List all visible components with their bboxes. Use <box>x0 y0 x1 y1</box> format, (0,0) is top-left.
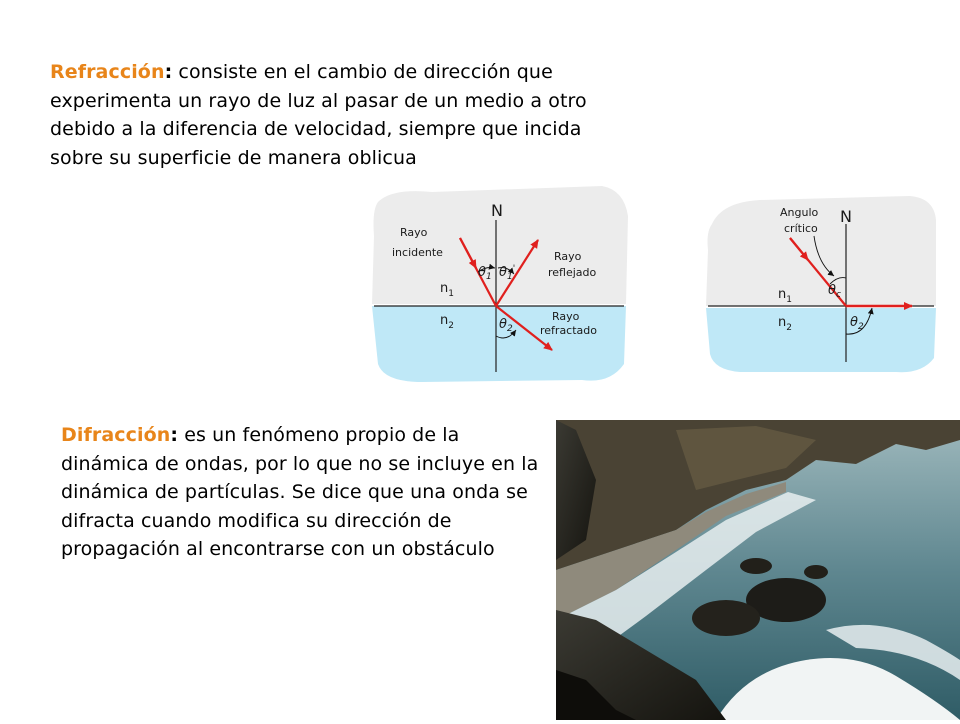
refraccion-paragraph <box>50 58 590 172</box>
theta1-label: $\theta_1$ <box>478 265 492 282</box>
paper-background <box>706 196 936 306</box>
difraccion-text: es un fenómeno propio de la dinámica de ondas, por lo que no se incluye en la dinámica de partículas. Se dice que una onda se difracta cuando modifica su dirección de propagación al encontrarse con un obstáculo <box>61 424 539 561</box>
refracted-label-line1: Rayo <box>552 310 580 323</box>
refraccion-colon: : <box>164 61 173 83</box>
rock-4 <box>740 558 772 574</box>
theta2-label: $\theta_2$ <box>850 315 864 332</box>
incident-label-line2: incidente <box>392 246 443 259</box>
refraction-diagram <box>362 176 632 386</box>
thetac-label: $\theta_c$ <box>828 283 841 300</box>
refraccion-term: Refracción <box>50 61 165 83</box>
reflected-label-line2: reflejado <box>548 266 597 279</box>
theta2-label: $\theta_2$ <box>499 317 513 334</box>
n2-label: $n_2$ <box>778 315 792 333</box>
reflected-label-line1: Rayo <box>554 250 582 263</box>
coast-photo-svg <box>556 420 960 720</box>
coast-photo <box>556 420 960 720</box>
refracted-label-line2: refractado <box>540 324 597 337</box>
rock-3 <box>804 565 828 579</box>
critical-angle-diagram-svg <box>700 190 940 380</box>
refraccion-text: consiste en el cambio de dirección que experimenta un rayo de luz al pasar de un medio a otro debido a la diferencia de velocidad, siempre que incida sobre su superficie de manera oblicua <box>50 61 587 169</box>
critical-angle-diagram <box>700 190 940 380</box>
n1-label: $n_1$ <box>440 281 454 299</box>
normal-label: N <box>491 201 503 220</box>
n2-label: $n_2$ <box>440 313 454 331</box>
incident-label-line1: Rayo <box>400 226 428 239</box>
critical-label-line1: Angulo <box>780 206 819 219</box>
normal-label: N <box>840 207 852 226</box>
difraccion-paragraph <box>61 421 541 564</box>
rock-2 <box>692 600 760 636</box>
n1-label: $n_1$ <box>778 287 792 305</box>
difraccion-colon: : <box>170 424 179 446</box>
critical-label-line2: crítico <box>784 222 818 235</box>
theta1p-label: $\theta_1'$ <box>499 264 516 282</box>
refraction-diagram-svg <box>362 176 632 386</box>
difraccion-term: Difracción <box>61 424 171 446</box>
water-region <box>706 308 936 372</box>
